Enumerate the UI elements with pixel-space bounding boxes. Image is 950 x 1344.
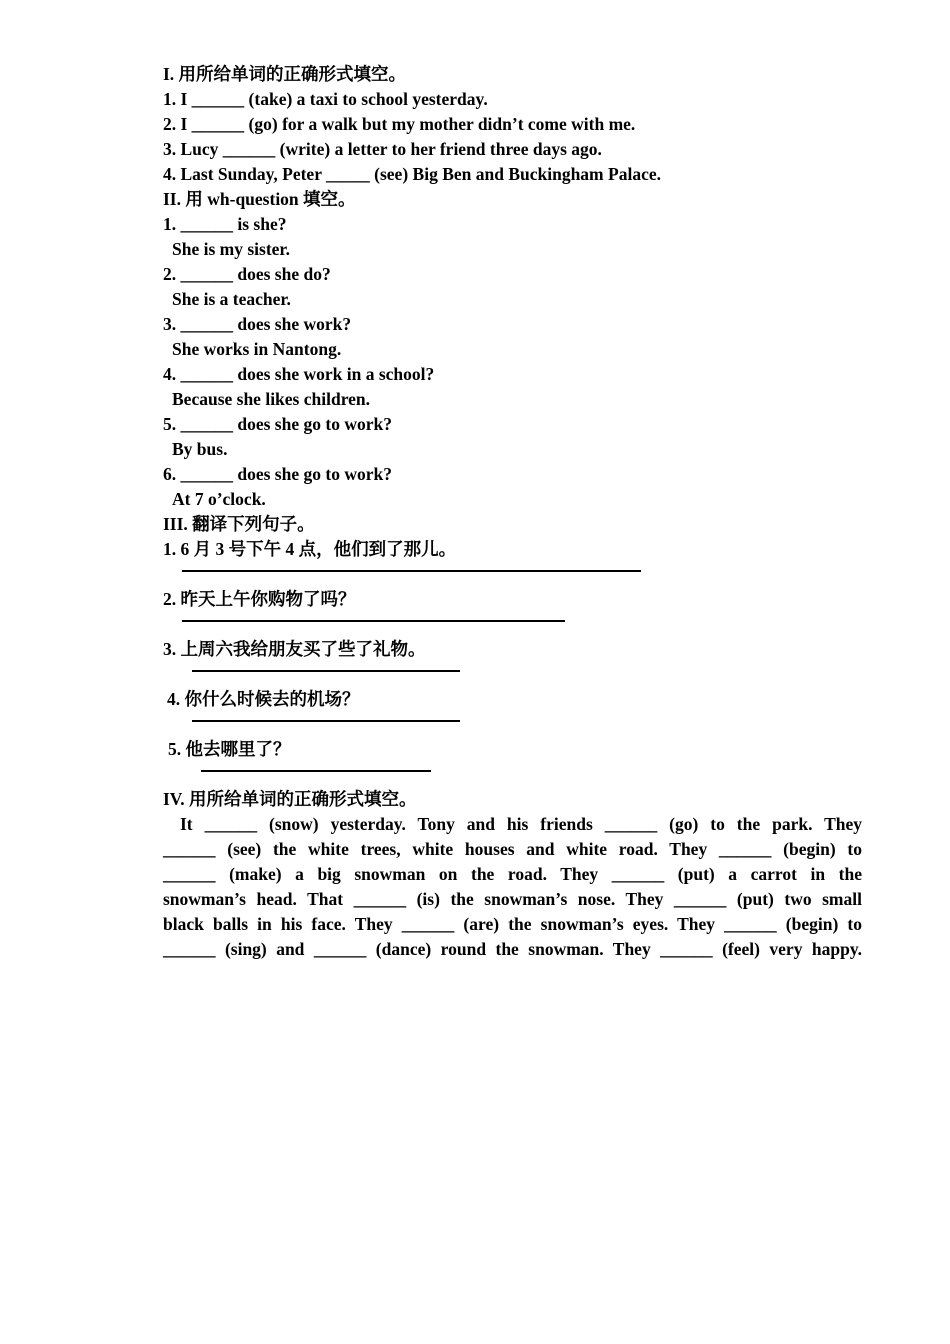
passage-line: black balls in his face. They ______ (are) the snowman’s eyes. They ______ (begin) to [163, 914, 862, 934]
section-1-item: 2. I ______ (go) for a walk but my mother didn’t come with me. [163, 114, 636, 134]
section-2-question: 1. ______ is she? [163, 214, 287, 234]
section-1-heading: I. 用所给单词的正确形式填空。 [163, 64, 407, 84]
worksheet [163, 62, 863, 962]
answer-line [163, 562, 863, 587]
passage-line: ______ (see) the white trees, white houses and white road. They ______ (begin) to [163, 839, 862, 859]
section-2-heading: II. 用 wh-question 填空。 [163, 189, 356, 209]
translation-prompt: 2. 昨天上午你购物了吗？ [163, 589, 356, 609]
section-2-question: 4. ______ does she work in a school? [163, 364, 435, 384]
passage-line: ______ (sing) and ______ (dance) round the snowman. They ______ (feel) very happy. [163, 939, 862, 959]
section-2-answer: She is a teacher. [172, 289, 291, 309]
section-2-answer: By bus. [172, 439, 228, 459]
answer-line [163, 712, 863, 737]
section-4-heading: IV. 用所给单词的正确形式填空。 [163, 789, 417, 809]
section-2-question: 5. ______ does she go to work? [163, 414, 392, 434]
passage-line: snowman’s head. That ______ (is) the snowman’s nose. They ______ (put) two small [163, 889, 862, 909]
answer-line [163, 762, 863, 787]
section-1-item: 4. Last Sunday, Peter _____ (see) Big Ben and Buckingham Palace. [163, 164, 661, 184]
section-1-item: 1. I ______ (take) a taxi to school yesterday. [163, 89, 488, 109]
section-2-answer: Because she likes children. [172, 389, 371, 409]
answer-line [163, 612, 863, 637]
section-2-answer: She works in Nantong. [172, 339, 342, 359]
translation-prompt: 4. 你什么时候去的机场？ [167, 689, 360, 709]
section-2-answer: She is my sister. [172, 239, 290, 259]
passage-line: It ______ (snow) yesterday. Tony and his friends ______ (go) to the park. They [180, 814, 862, 834]
section-2-question: 2. ______ does she do? [163, 264, 331, 284]
section-2-answer: At 7 o’clock. [172, 489, 266, 509]
translation-prompt: 1. 6 月 3 号下午 4 点，他们到了那儿。 [163, 539, 457, 559]
translation-prompt: 3. 上周六我给朋友买了些了礼物。 [163, 639, 426, 659]
section-1-item: 3. Lucy ______ (write) a letter to her friend three days ago. [163, 139, 602, 159]
section-2-question: 6. ______ does she go to work? [163, 464, 392, 484]
passage-line: ______ (make) a big snowman on the road. They ______ (put) a carrot in the [163, 864, 862, 884]
answer-line [163, 662, 863, 687]
section-3-heading: III. 翻译下列句子。 [163, 514, 315, 534]
translation-prompt: 5. 他去哪里了？ [168, 739, 291, 759]
cloze-passage [163, 812, 862, 962]
section-2-question: 3. ______ does she work? [163, 314, 352, 334]
